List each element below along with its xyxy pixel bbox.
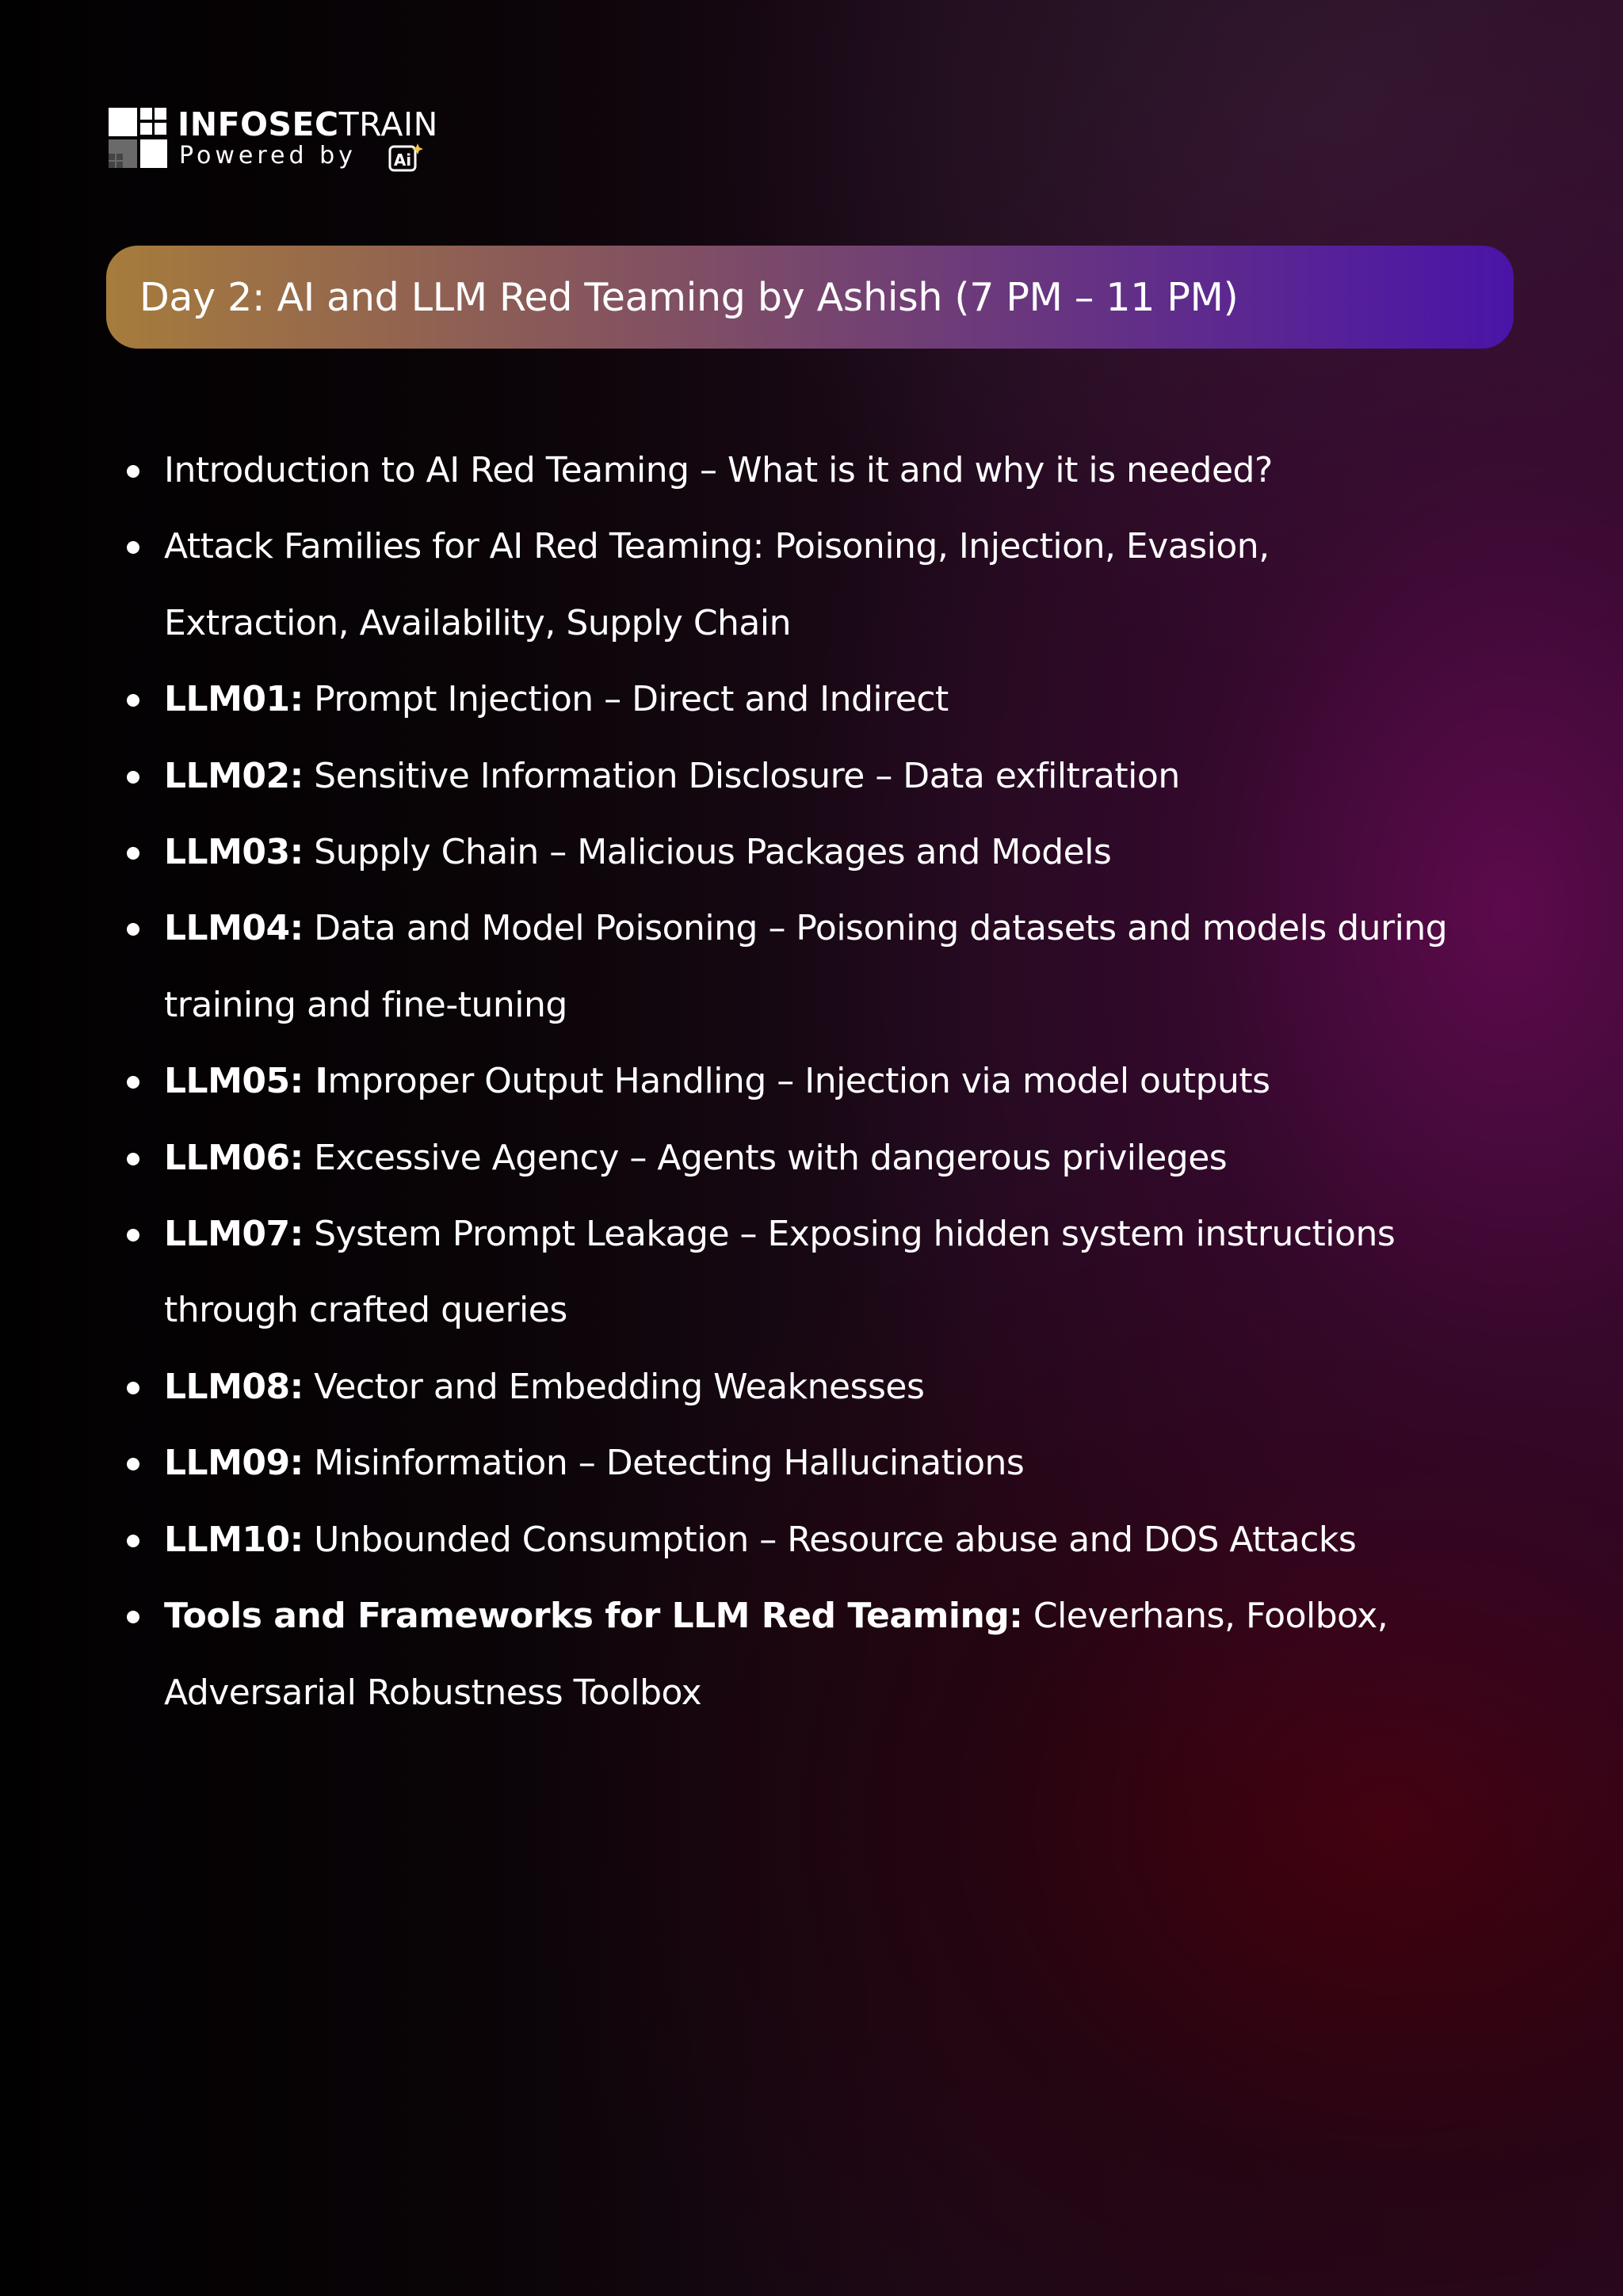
bullet-icon: [127, 923, 139, 936]
agenda-item: [0, 891, 1623, 1043]
agenda-item-code: LLM07:: [164, 1214, 304, 1255]
bullet-icon: [127, 1382, 139, 1394]
agenda-item-code: LLM03:: [164, 832, 304, 873]
bullet-icon: [127, 465, 139, 478]
bullet-icon: [127, 847, 139, 860]
agenda-item-code: LLM05: I: [164, 1061, 328, 1102]
agenda-item-code: LLM09:: [164, 1443, 304, 1484]
agenda-item-code: LLM08:: [164, 1366, 304, 1407]
agenda-item-code: LLM04:: [164, 908, 304, 949]
agenda-item-text: Introduction to AI Red Teaming – What is it and why it is needed?: [164, 450, 1273, 490]
ai-badge-icon: [388, 142, 426, 172]
banner-title: Day 2: AI and LLM Red Teaming by Ashish (7 PM – 11 PM): [139, 274, 1239, 320]
powered-by-label: Powered by: [179, 142, 357, 170]
agenda-item: [0, 1578, 1623, 1731]
day-banner: [106, 246, 1514, 349]
agenda-item-text: mproper Output Handling – Injection via model outputs: [327, 1061, 1270, 1102]
agenda-item-text: System Prompt Leakage – Exposing hidden system instructions through crafted queries: [164, 1214, 1396, 1331]
agenda-item-code: LLM06:: [164, 1137, 304, 1178]
agenda-item: [0, 433, 1623, 509]
agenda-item-text: Prompt Injection – Direct and Indirect: [303, 679, 949, 720]
svg-text:Ai: Ai: [393, 151, 412, 170]
agenda-item-text: Cleverhans, Foolbox, Adversarial Robustness Toolbox: [164, 1596, 1388, 1713]
agenda-item-code: LLM02:: [164, 755, 304, 796]
agenda-item-text: Excessive Agency – Agents with dangerous privileges: [303, 1137, 1228, 1178]
agenda-item-text: Attack Families for AI Red Teaming: Poisoning, Injection, Evasion, Extraction, Availability, Supply Chain: [164, 526, 1270, 643]
agenda-item-text: Sensitive Information Disclosure – Data exfiltration: [303, 755, 1180, 796]
agenda-item-code: LLM10:: [164, 1519, 304, 1560]
bullet-icon: [127, 1076, 139, 1089]
agenda-item: [0, 738, 1623, 814]
bullet-icon: [127, 1535, 139, 1547]
bullet-icon: [127, 1611, 139, 1623]
agenda-list: [0, 433, 1623, 1731]
bullet-icon: [127, 1153, 139, 1165]
bullet-icon: [127, 771, 139, 784]
bullet-icon: [127, 1458, 139, 1470]
bullet-icon: [127, 1229, 139, 1241]
agenda-item-code: LLM01:: [164, 679, 304, 720]
agenda-item: [0, 814, 1623, 891]
agenda-item-text: Vector and Embedding Weaknesses: [303, 1366, 925, 1407]
bullet-icon: [127, 541, 139, 554]
agenda-item: [0, 1502, 1623, 1578]
bullet-icon: [127, 694, 139, 707]
agenda-item-code: Tools and Frameworks for LLM Red Teaming:: [164, 1596, 1023, 1637]
agenda-item: [0, 1349, 1623, 1425]
agenda-item: [0, 662, 1623, 738]
agenda-item: [0, 1043, 1623, 1119]
agenda-item: [0, 1120, 1623, 1196]
brand-logo: [109, 106, 473, 177]
brand-name: INFOSECTRAIN: [178, 105, 438, 143]
agenda-item-text: Supply Chain – Malicious Packages and Models: [303, 832, 1112, 873]
agenda-item: [0, 1196, 1623, 1349]
agenda-item-text: Data and Model Poisoning – Poisoning datasets and models during training and fine-tuning: [164, 908, 1448, 1025]
agenda-item-text: Misinformation – Detecting Hallucinations: [303, 1443, 1025, 1484]
infosectrain-logo-icon: [109, 108, 167, 168]
agenda-item: [0, 1425, 1623, 1501]
agenda-item: [0, 509, 1623, 662]
agenda-item-text: Unbounded Consumption – Resource abuse and DOS Attacks: [303, 1519, 1357, 1560]
